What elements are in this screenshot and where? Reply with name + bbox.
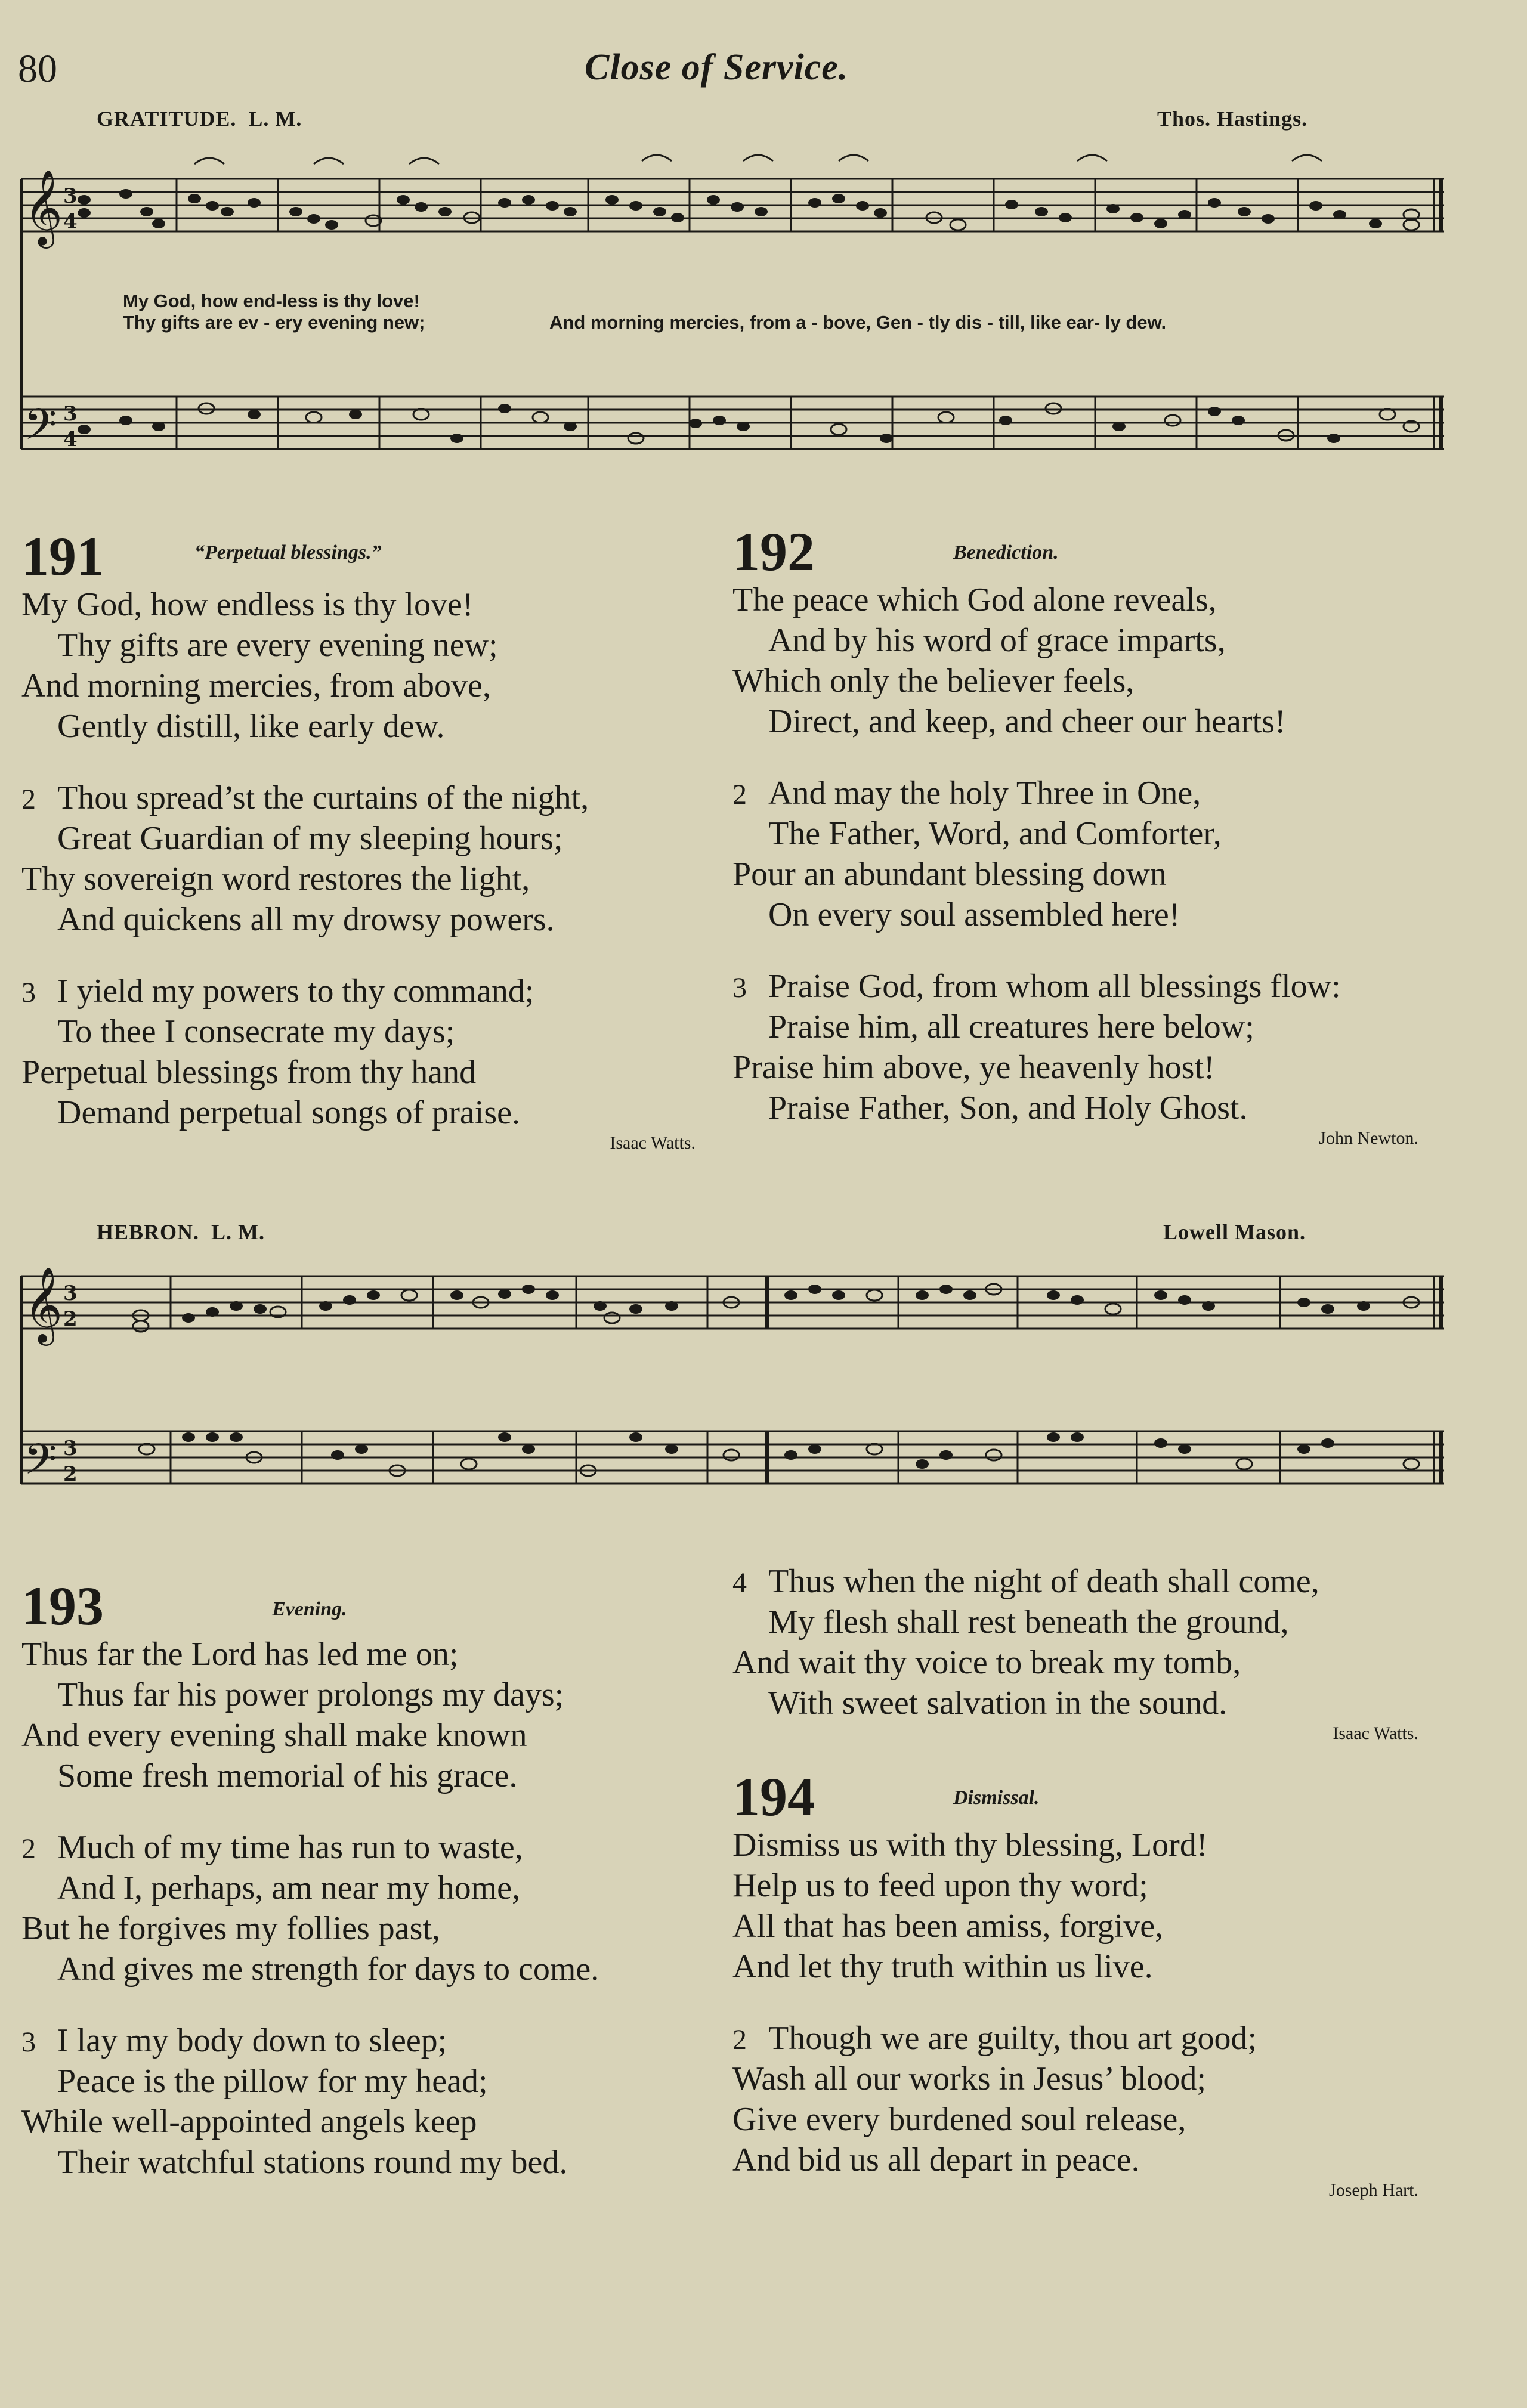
verse-line: Thus far his power prolongs my days; xyxy=(57,1676,564,1713)
verse-line: With sweet salvation in the sound. xyxy=(768,1685,1228,1722)
verse-line: And every evening shall make known xyxy=(21,1717,527,1754)
verse-line: Gently distill, like early dew. xyxy=(57,708,445,745)
verse-1 xyxy=(21,584,713,747)
verse-2 xyxy=(21,1827,725,1989)
verse-line: And may the holy Three in One, xyxy=(768,775,1201,812)
verse-line: And by his word of grace imparts, xyxy=(768,622,1226,659)
svg-text:𝄞: 𝄞 xyxy=(24,1266,63,1342)
verse-number: 3 xyxy=(21,2026,36,2058)
verse-line: Thy sovereign word restores the light, xyxy=(21,861,530,897)
music-score-hebron xyxy=(16,1258,1447,1545)
hymn-author: Isaac Watts. xyxy=(1333,1723,1418,1743)
verse-line: Direct, and keep, and cheer our hearts! xyxy=(768,703,1286,740)
svg-text:2: 2 xyxy=(63,1307,78,1331)
tune-name-hebron: HEBRON. L. M. xyxy=(97,1220,265,1244)
hymn-193-verse-4 xyxy=(732,1561,1436,1744)
verse-line: While well-appointed angels keep xyxy=(21,2103,477,2140)
verse-line: Wash all our works in Jesus’ blood; xyxy=(732,2060,1206,2097)
verse-line: But he forgives my follies past, xyxy=(21,1910,440,1947)
hymn-title: Dismissal. xyxy=(953,1787,1040,1809)
verse-line: My flesh shall rest beneath the ground, xyxy=(768,1604,1289,1641)
verse-1 xyxy=(732,1825,1436,1987)
verse-line: Thus far the Lord has led me on; xyxy=(21,1636,459,1673)
verse-line: Which only the believer feels, xyxy=(732,663,1135,700)
verse-4 xyxy=(732,1561,1436,1723)
verse-line: To thee I consecrate my days; xyxy=(57,1013,455,1050)
svg-text:𝄢: 𝄢 xyxy=(24,1435,57,1494)
verse-line: Praise Father, Son, and Holy Ghost. xyxy=(768,1090,1248,1126)
verse-line: And morning mercies, from above, xyxy=(21,667,491,704)
verse-line: Praise God, from whom all blessings flow: xyxy=(768,968,1341,1005)
verse-line: Their watchful stations round my bed. xyxy=(57,2144,568,2181)
verse-line: The Father, Word, and Comforter, xyxy=(768,815,1222,852)
verse-1 xyxy=(732,580,1436,742)
verse-line: Peace is the pillow for my head; xyxy=(57,2063,488,2100)
verse-line: Help us to feed upon thy word; xyxy=(732,1867,1148,1904)
lyric-line-3: And morning mercies, from a - bove, Gen - tly dis - till, like ear- ly dew. xyxy=(549,312,1167,333)
verse-line: All that has been amiss, forgive, xyxy=(732,1908,1164,1945)
composer-gratitude: Thos. Hastings. xyxy=(1157,107,1308,131)
verse-1 xyxy=(21,1634,725,1796)
verse-line: I lay my body down to sleep; xyxy=(57,2022,447,2059)
verse-line: And gives me strength for days to come. xyxy=(57,1951,599,1988)
hymn-194 xyxy=(732,1765,1436,2200)
verse-2 xyxy=(21,778,713,940)
svg-text:3: 3 xyxy=(63,1437,78,1460)
verse-number: 3 xyxy=(732,972,747,1004)
verse-number: 2 xyxy=(732,779,747,810)
composer-hebron: Lowell Mason. xyxy=(1163,1220,1306,1244)
verse-line: My God, how endless is thy love! xyxy=(21,586,474,623)
verse-line: The peace which God alone reveals, xyxy=(732,581,1217,618)
verse-line: Much of my time has run to waste, xyxy=(57,1829,523,1866)
hymn-title: Benediction. xyxy=(953,541,1059,564)
verse-line: Praise him above, ye heavenly host! xyxy=(732,1049,1215,1086)
verse-number: 2 xyxy=(21,1833,36,1865)
verse-line: Some fresh memorial of his grace. xyxy=(57,1757,518,1794)
hymn-title: “Perpetual blessings.” xyxy=(194,541,382,564)
verse-3 xyxy=(21,971,713,1133)
verse-line: And let thy truth within us live. xyxy=(732,1948,1153,1985)
verse-2 xyxy=(732,773,1436,935)
verse-number: 2 xyxy=(732,2024,747,2056)
svg-text:𝄞: 𝄞 xyxy=(24,169,63,245)
lyric-line-2: Thy gifts are ev - ery evening new; xyxy=(123,312,425,333)
running-head: Close of Service. xyxy=(585,47,849,88)
verse-line: Though we are guilty, thou art good; xyxy=(768,2020,1257,2057)
verse-line: Dismiss us with thy blessing, Lord! xyxy=(732,1827,1208,1864)
verse-line: Demand perpetual songs of praise. xyxy=(57,1094,520,1131)
hymn-191 xyxy=(21,525,713,1153)
page-number: 80 xyxy=(18,47,57,91)
music-score-gratitude xyxy=(16,128,1447,498)
verse-line: Pour an abundant blessing down xyxy=(732,856,1167,893)
hymn-193 xyxy=(21,1574,725,2183)
verse-2 xyxy=(732,2018,1436,2180)
hymn-192 xyxy=(732,520,1436,1149)
verse-line: And bid us all depart in peace. xyxy=(732,2141,1140,2178)
hymn-number: 192 xyxy=(732,521,815,582)
verse-line: Praise him, all creatures here below; xyxy=(768,1008,1254,1045)
svg-text:3: 3 xyxy=(63,184,78,208)
svg-text:3: 3 xyxy=(63,402,78,426)
verse-line: Thou spread’st the curtains of the night, xyxy=(57,779,589,816)
hymn-author: John Newton. xyxy=(1319,1128,1418,1148)
verse-line: Thus when the night of death shall come, xyxy=(768,1563,1319,1600)
hymn-number: 191 xyxy=(21,526,104,587)
hymn-title: Evening. xyxy=(272,1598,347,1620)
verse-line: On every soul assembled here! xyxy=(768,896,1180,933)
tune-name-gratitude: GRATITUDE. L. M. xyxy=(97,107,302,131)
verse-line: I yield my powers to thy command; xyxy=(57,973,534,1010)
verse-3 xyxy=(21,2020,725,2183)
verse-line: Give every burdened soul release, xyxy=(732,2101,1186,2138)
verse-line: Perpetual blessings from thy hand xyxy=(21,1054,477,1091)
verse-number: 3 xyxy=(21,977,36,1008)
svg-text:4: 4 xyxy=(63,210,78,234)
svg-text:3: 3 xyxy=(63,1282,78,1305)
hymn-number: 193 xyxy=(21,1576,104,1636)
verse-line: And quickens all my drowsy powers. xyxy=(57,901,555,938)
verse-line: Thy gifts are every evening new; xyxy=(57,627,498,664)
verse-3 xyxy=(732,966,1436,1128)
verse-number: 2 xyxy=(21,784,36,815)
svg-text:2: 2 xyxy=(63,1462,78,1486)
verse-number: 4 xyxy=(732,1567,747,1599)
hymn-number: 194 xyxy=(732,1766,815,1827)
verse-line: And wait thy voice to break my tomb, xyxy=(732,1644,1241,1681)
hymn-author: Isaac Watts. xyxy=(610,1133,696,1153)
verse-line: And I, perhaps, am near my home, xyxy=(57,1870,520,1906)
hymn-author: Joseph Hart. xyxy=(1329,2180,1418,2200)
lyric-line-1: My God, how end-less is thy love! xyxy=(123,290,420,311)
verse-line: Great Guardian of my sleeping hours; xyxy=(57,820,563,857)
svg-text:𝄢: 𝄢 xyxy=(24,400,57,460)
svg-text:4: 4 xyxy=(63,428,78,451)
